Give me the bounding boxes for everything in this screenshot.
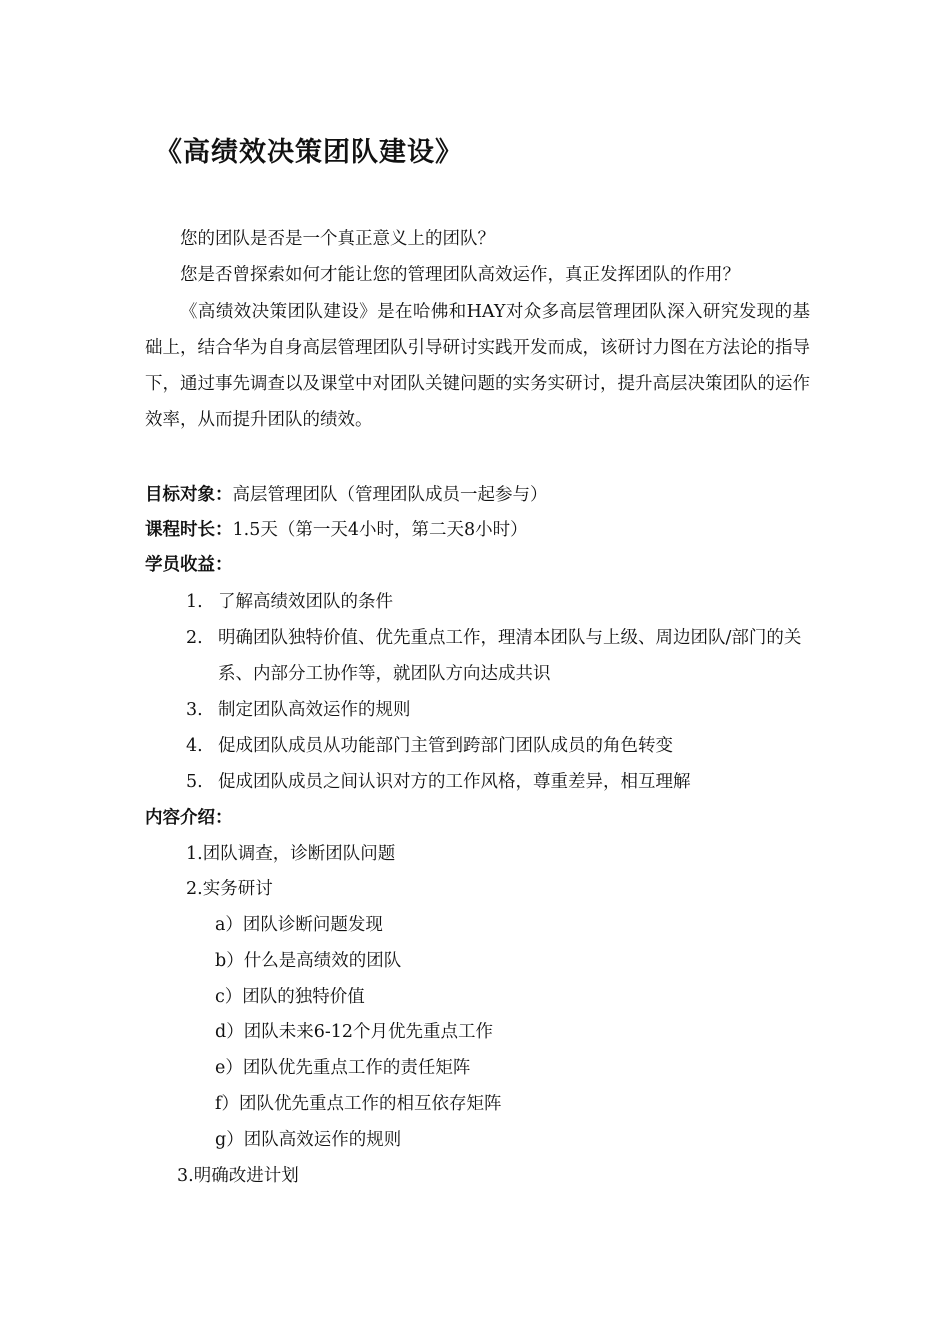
benefits-heading: 学员收益： xyxy=(145,555,233,575)
content-subitem: a）团队诊断问题发现 xyxy=(215,915,383,935)
duration-value: 1.5天（第一天4小时，第二天8小时） xyxy=(232,520,528,540)
benefit-item: 2. 明确团队独特价值、优先重点工作，理清本团队与上级、周边团队/部门的关系、内部分工协作等，就团队方向达成共识 xyxy=(186,628,802,684)
benefit-item: 5. 促成团队成员之间认识对方的工作风格，尊重差异，相互理解 xyxy=(186,772,691,792)
target-label: 目标对象： xyxy=(145,485,233,505)
content-subitem: f）团队优先重点工作的相互依存矩阵 xyxy=(215,1094,502,1114)
document-title: 《高绩效决策团队建设》 xyxy=(155,137,463,168)
content-subitem: e）团队优先重点工作的责任矩阵 xyxy=(215,1058,471,1078)
intro-question-2: 您是否曾探索如何才能让您的管理团队高效运作，真正发挥团队的作用？ xyxy=(180,265,740,285)
duration-label: 课程时长： xyxy=(145,520,233,540)
benefit-item: 4. 促成团队成员从功能部门主管到跨部门团队成员的角色转变 xyxy=(186,736,673,756)
content-subitem: d）团队未来6-12个月优先重点工作 xyxy=(215,1022,494,1042)
content-item-2: 2.实务研讨 xyxy=(186,879,273,899)
intro-paragraph: 《高绩效决策团队建设》是在哈佛和HAY对众多高层管理团队深入研究发现的基础上，结合华为自身高层管理团队引导研讨实践开发而成，该研讨力图在方法论的指导下，通过事先调查以及课堂中对团队关键问题的实务实研讨，提升高层决策团队的运作效率，从而提升团队的绩效。 xyxy=(145,302,810,430)
content-heading: 内容介绍： xyxy=(145,808,233,828)
content-subitem: b）什么是高绩效的团队 xyxy=(215,951,402,971)
benefit-item: 1. 了解高绩效团队的条件 xyxy=(186,592,393,612)
duration-row xyxy=(145,518,528,542)
benefit-item: 3. 制定团队高效运作的规则 xyxy=(186,700,411,720)
content-item-3: 3.明确改进计划 xyxy=(177,1166,299,1186)
content-item-1: 1.团队调查，诊断团队问题 xyxy=(186,844,396,864)
target-row xyxy=(145,483,548,507)
target-value: 高层管理团队（管理团队成员一起参与） xyxy=(232,485,548,505)
content-subitem: c）团队的独特价值 xyxy=(215,987,365,1007)
content-subitem: g）团队高效运作的规则 xyxy=(215,1130,402,1150)
intro-question-1: 您的团队是否是一个真正意义上的团队？ xyxy=(180,229,495,249)
